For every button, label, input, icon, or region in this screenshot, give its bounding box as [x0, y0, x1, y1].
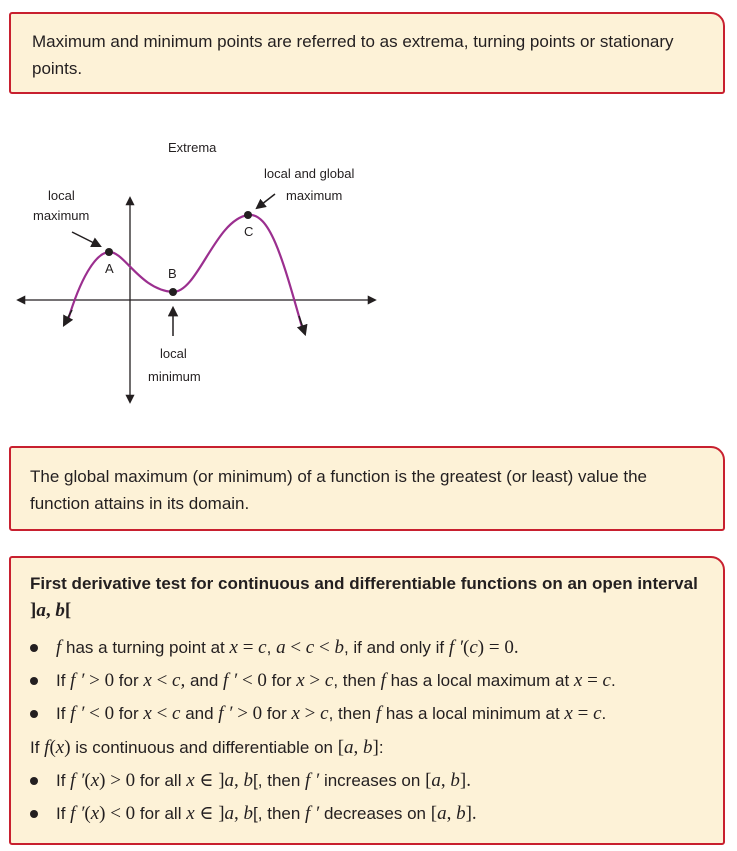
list-item: f has a turning point at x = c, a < c < b, if and only if f ′(c) = 0. — [56, 637, 519, 658]
local-max-label-2: maximum — [33, 208, 90, 223]
function-curve — [68, 215, 302, 327]
figure-title: Extrema — [168, 140, 217, 155]
curve-left-arrow — [64, 310, 72, 325]
local-max-label-1: local — [48, 188, 75, 203]
extrema-definition-box — [9, 12, 725, 94]
global-extrema-box — [9, 446, 725, 531]
point-a-marker — [105, 248, 113, 256]
list-item: If f ′(x) < 0 for all x ∈ ]a, b[, then f ′ decreases on [a, b]. — [56, 803, 477, 824]
local-min-label-1: local — [160, 346, 187, 361]
point-b-label: B — [168, 266, 177, 281]
point-c-label: C — [244, 224, 254, 239]
global-max-label-2: maximum — [286, 188, 343, 203]
local-max-pointer — [72, 232, 100, 246]
point-c-marker — [244, 211, 252, 219]
list-item: If f ′(x) > 0 for all x ∈ ]a, b[, then f ′ increases on [a, b]. — [56, 770, 471, 791]
extrema-definition-text: Maximum and minimum points are referred to as extrema, turning points or stationary points. — [32, 32, 674, 78]
list-item: If f ′ > 0 for x < c, and f ′ < 0 for x > c, then f has a local maximum at x = c. — [56, 670, 616, 691]
curve-right-arrow — [299, 316, 305, 334]
bullet-dot — [30, 810, 38, 818]
local-min-label-2: minimum — [148, 369, 201, 384]
extrema-graph — [0, 120, 400, 420]
bullet-dot — [30, 644, 38, 652]
global-extrema-text: The global maximum (or minimum) of a function is the greatest (or least) value the function attains in its domain. — [30, 467, 647, 513]
list-item: If f ′ < 0 for x < c and f ′ > 0 for x > c, then f has a local minimum at x = c. — [56, 703, 607, 724]
first-derivative-test-box — [9, 556, 725, 845]
point-a-label: A — [105, 261, 114, 276]
first-derivative-test-heading: First derivative test for continuous and differentiable functions on an open interval ]a, b[ — [30, 574, 698, 621]
continuity-condition: If f(x) is continuous and differentiable on [a, b]: — [30, 737, 384, 758]
bullet-dot — [30, 710, 38, 718]
point-b-marker — [169, 288, 177, 296]
global-max-pointer — [257, 194, 275, 208]
bullet-dot — [30, 677, 38, 685]
bullet-dot — [30, 777, 38, 785]
global-max-label-1: local and global — [264, 166, 355, 181]
